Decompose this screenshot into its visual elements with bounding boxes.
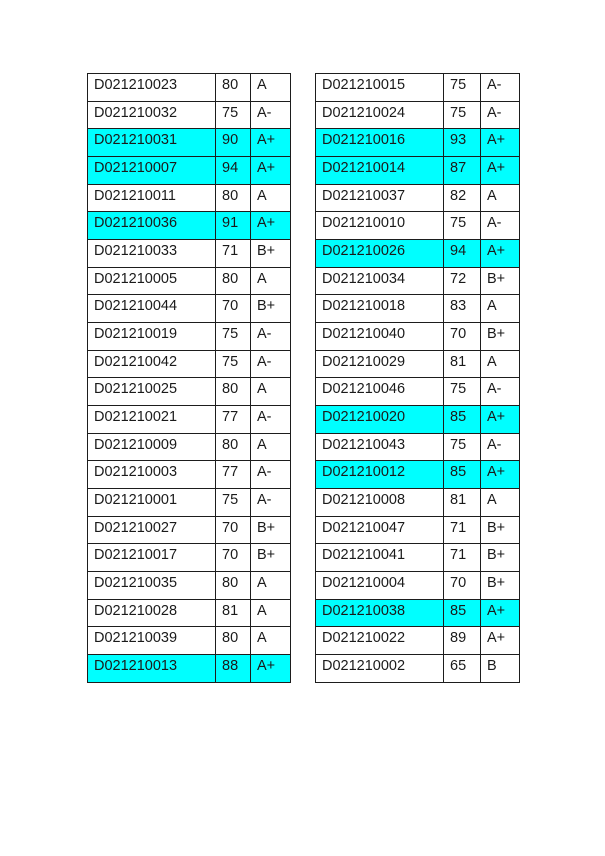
student-id-cell: D021210024 xyxy=(316,101,444,129)
score-cell: 75 xyxy=(216,101,251,129)
score-cell: 81 xyxy=(444,489,481,517)
grade-cell: A- xyxy=(481,212,520,240)
score-cell: 70 xyxy=(444,572,481,600)
score-cell: 80 xyxy=(216,572,251,600)
grade-cell: A- xyxy=(251,461,291,489)
table-row xyxy=(88,544,291,572)
grade-cell: A+ xyxy=(481,406,520,434)
table-row xyxy=(88,267,291,295)
grade-cell: A- xyxy=(481,378,520,406)
table-row xyxy=(316,267,520,295)
score-cell: 77 xyxy=(216,461,251,489)
grade-cell: A+ xyxy=(251,212,291,240)
student-id-cell: D021210015 xyxy=(316,74,444,102)
table-row xyxy=(316,323,520,351)
grade-cell: A xyxy=(251,599,291,627)
grade-cell: A- xyxy=(251,489,291,517)
student-id-cell: D021210010 xyxy=(316,212,444,240)
student-id-cell: D021210004 xyxy=(316,572,444,600)
grade-cell: A- xyxy=(251,406,291,434)
score-cell: 75 xyxy=(444,74,481,102)
table-row xyxy=(316,544,520,572)
grade-cell: A xyxy=(251,378,291,406)
grade-cell: A- xyxy=(481,433,520,461)
student-id-cell: D021210023 xyxy=(88,74,216,102)
grade-cell: A xyxy=(251,267,291,295)
grade-cell: A xyxy=(481,184,520,212)
score-cell: 87 xyxy=(444,157,481,185)
student-id-cell: D021210001 xyxy=(88,489,216,517)
student-id-cell: D021210012 xyxy=(316,461,444,489)
table-row xyxy=(88,295,291,323)
student-id-cell: D021210008 xyxy=(316,489,444,517)
table-row xyxy=(316,433,520,461)
student-id-cell: D021210025 xyxy=(88,378,216,406)
student-id-cell: D021210037 xyxy=(316,184,444,212)
score-cell: 94 xyxy=(216,157,251,185)
student-id-cell: D021210033 xyxy=(88,240,216,268)
student-id-cell: D021210002 xyxy=(316,655,444,683)
student-id-cell: D021210031 xyxy=(88,129,216,157)
table-row xyxy=(316,101,520,129)
score-cell: 80 xyxy=(216,378,251,406)
score-cell: 81 xyxy=(216,599,251,627)
grade-cell: B+ xyxy=(481,323,520,351)
table-row xyxy=(316,599,520,627)
grade-cell: A- xyxy=(481,101,520,129)
score-cell: 71 xyxy=(444,516,481,544)
table-row xyxy=(88,655,291,683)
student-id-cell: D021210043 xyxy=(316,433,444,461)
student-id-cell: D021210039 xyxy=(88,627,216,655)
student-id-cell: D021210016 xyxy=(316,129,444,157)
grades-table-right-body xyxy=(316,74,520,683)
grade-cell: B+ xyxy=(481,267,520,295)
grade-cell: B xyxy=(481,655,520,683)
table-row xyxy=(88,572,291,600)
score-cell: 70 xyxy=(444,323,481,351)
table-row xyxy=(316,489,520,517)
table-row xyxy=(88,323,291,351)
grade-cell: B+ xyxy=(251,240,291,268)
student-id-cell: D021210026 xyxy=(316,240,444,268)
score-cell: 75 xyxy=(216,323,251,351)
table-row xyxy=(316,627,520,655)
table-row xyxy=(88,461,291,489)
table-row xyxy=(88,350,291,378)
score-cell: 83 xyxy=(444,295,481,323)
table-row xyxy=(88,516,291,544)
score-cell: 88 xyxy=(216,655,251,683)
grade-cell: A+ xyxy=(481,129,520,157)
table-row xyxy=(316,350,520,378)
score-cell: 71 xyxy=(444,544,481,572)
grade-cell: A+ xyxy=(481,461,520,489)
table-row xyxy=(316,157,520,185)
grade-cell: A- xyxy=(481,74,520,102)
grade-cell: A+ xyxy=(481,599,520,627)
student-id-cell: D021210022 xyxy=(316,627,444,655)
table-row xyxy=(316,406,520,434)
score-cell: 70 xyxy=(216,544,251,572)
table-row xyxy=(316,516,520,544)
table-row xyxy=(88,433,291,461)
score-cell: 85 xyxy=(444,461,481,489)
score-cell: 75 xyxy=(216,350,251,378)
grade-cell: A+ xyxy=(481,627,520,655)
table-row xyxy=(88,489,291,517)
score-cell: 70 xyxy=(216,516,251,544)
table-row xyxy=(316,129,520,157)
student-id-cell: D021210044 xyxy=(88,295,216,323)
table-row xyxy=(88,627,291,655)
score-cell: 77 xyxy=(216,406,251,434)
student-id-cell: D021210036 xyxy=(88,212,216,240)
score-cell: 91 xyxy=(216,212,251,240)
grades-table-left xyxy=(87,73,291,683)
table-row xyxy=(316,655,520,683)
table-row xyxy=(88,599,291,627)
score-cell: 81 xyxy=(444,350,481,378)
grade-cell: A- xyxy=(251,101,291,129)
table-row xyxy=(316,461,520,489)
student-id-cell: D021210017 xyxy=(88,544,216,572)
grade-cell: A xyxy=(481,295,520,323)
student-id-cell: D021210005 xyxy=(88,267,216,295)
score-cell: 85 xyxy=(444,406,481,434)
grade-cell: A xyxy=(481,350,520,378)
table-row xyxy=(88,406,291,434)
score-cell: 70 xyxy=(216,295,251,323)
table-row xyxy=(88,101,291,129)
student-id-cell: D021210003 xyxy=(88,461,216,489)
grade-cell: B+ xyxy=(481,516,520,544)
grade-cell: A+ xyxy=(481,240,520,268)
score-cell: 85 xyxy=(444,599,481,627)
student-id-cell: D021210038 xyxy=(316,599,444,627)
score-cell: 75 xyxy=(444,212,481,240)
table-row xyxy=(316,378,520,406)
table-row xyxy=(316,572,520,600)
student-id-cell: D021210029 xyxy=(316,350,444,378)
score-cell: 80 xyxy=(216,267,251,295)
student-id-cell: D021210018 xyxy=(316,295,444,323)
table-row xyxy=(88,184,291,212)
student-id-cell: D021210027 xyxy=(88,516,216,544)
table-row xyxy=(88,129,291,157)
grade-cell: B+ xyxy=(251,544,291,572)
table-row xyxy=(88,212,291,240)
grade-cell: A xyxy=(251,74,291,102)
student-id-cell: D021210009 xyxy=(88,433,216,461)
grades-table-left-body xyxy=(88,74,291,683)
grade-cell: A xyxy=(481,489,520,517)
student-id-cell: D021210007 xyxy=(88,157,216,185)
table-row xyxy=(316,295,520,323)
grade-cell: A xyxy=(251,627,291,655)
grade-cell: A xyxy=(251,572,291,600)
table-row xyxy=(316,212,520,240)
table-row xyxy=(316,184,520,212)
grades-table-right xyxy=(315,73,520,683)
score-cell: 72 xyxy=(444,267,481,295)
table-row xyxy=(316,74,520,102)
student-id-cell: D021210032 xyxy=(88,101,216,129)
score-cell: 94 xyxy=(444,240,481,268)
student-id-cell: D021210028 xyxy=(88,599,216,627)
score-cell: 93 xyxy=(444,129,481,157)
table-row xyxy=(88,74,291,102)
student-id-cell: D021210040 xyxy=(316,323,444,351)
score-cell: 75 xyxy=(444,378,481,406)
student-id-cell: D021210014 xyxy=(316,157,444,185)
grade-cell: A+ xyxy=(251,129,291,157)
table-row xyxy=(88,157,291,185)
student-id-cell: D021210047 xyxy=(316,516,444,544)
student-id-cell: D021210019 xyxy=(88,323,216,351)
student-id-cell: D021210042 xyxy=(88,350,216,378)
score-cell: 80 xyxy=(216,184,251,212)
score-cell: 90 xyxy=(216,129,251,157)
table-row xyxy=(88,240,291,268)
student-id-cell: D021210034 xyxy=(316,267,444,295)
score-cell: 80 xyxy=(216,627,251,655)
score-cell: 80 xyxy=(216,433,251,461)
grade-cell: B+ xyxy=(481,572,520,600)
score-cell: 65 xyxy=(444,655,481,683)
grade-cell: A+ xyxy=(251,157,291,185)
table-row xyxy=(88,378,291,406)
grade-cell: A+ xyxy=(251,655,291,683)
score-cell: 75 xyxy=(216,489,251,517)
student-id-cell: D021210046 xyxy=(316,378,444,406)
student-id-cell: D021210041 xyxy=(316,544,444,572)
grade-cell: B+ xyxy=(251,295,291,323)
student-id-cell: D021210020 xyxy=(316,406,444,434)
score-cell: 89 xyxy=(444,627,481,655)
score-cell: 82 xyxy=(444,184,481,212)
grade-cell: B+ xyxy=(251,516,291,544)
student-id-cell: D021210011 xyxy=(88,184,216,212)
student-id-cell: D021210013 xyxy=(88,655,216,683)
student-id-cell: D021210035 xyxy=(88,572,216,600)
grade-cell: A xyxy=(251,184,291,212)
grade-cell: A xyxy=(251,433,291,461)
table-row xyxy=(316,240,520,268)
score-cell: 75 xyxy=(444,101,481,129)
grade-cell: A+ xyxy=(481,157,520,185)
student-id-cell: D021210021 xyxy=(88,406,216,434)
grade-cell: A- xyxy=(251,323,291,351)
score-cell: 80 xyxy=(216,74,251,102)
grade-cell: B+ xyxy=(481,544,520,572)
score-cell: 75 xyxy=(444,433,481,461)
grade-cell: A- xyxy=(251,350,291,378)
score-cell: 71 xyxy=(216,240,251,268)
